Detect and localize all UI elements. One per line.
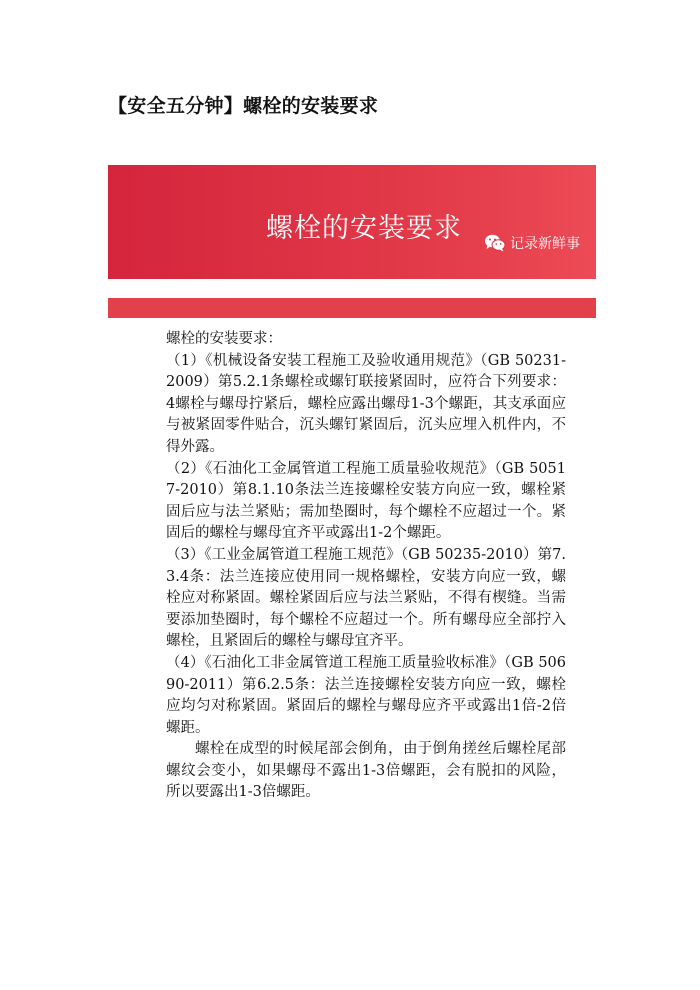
article-body [166, 329, 566, 804]
article-paragraph-1: （1）《机械设备安装工程施工及验收通用规范》（GB 50231-2009）第5.2.1条螺栓或螺钉联接紧固时，应符合下列要求：4螺栓与螺母拧紧后，螺栓应露出螺母1-3个螺距，其支承面应与被紧固零件贴合，沉头螺钉紧固后，沉头应埋入机件内，不得外露。 [166, 352, 566, 455]
article-paragraph-3: （3）《工业金属管道工程施工规范》（GB 50235-2010）第7.3.4条：法兰连接应使用同一规格螺栓，安装方向应一致，螺栓应对称紧固。螺栓紧固后应与法兰紧贴，不得有楔缝。当需要添加垫圈时，每个螺栓不应超过一个。所有螺母应全部拧入螺栓，且紧固后的螺栓与螺母宜齐平。 [166, 546, 566, 650]
article-paragraph-2: （2）《石油化工金属管道工程施工质量验收规范》（GB 50517-2010）第8.1.10条法兰连接螺栓安装方向应一致，螺栓紧固后应与法兰紧贴；需加垫圈时，每个螺栓不应超过一个。紧固后的螺栓与螺母宜齐平或露出1-2个螺距。 [166, 460, 566, 542]
article-paragraph-4: （4）《石油化工非金属管道工程施工质量验收标准》（GB 50690-2011）第6.2.5条：法兰连接螺栓安装方向应一致，螺栓应均匀对称紧固。紧固后的螺栓与螺母应齐平或露出1倍-2倍螺距。 [166, 654, 566, 736]
wechat-icon [484, 234, 506, 252]
header-banner [108, 165, 596, 279]
banner-stripe [108, 298, 596, 318]
brand-name: 记录新鲜事 [510, 236, 580, 252]
article-closing: 螺栓在成型的时候尾部会倒角，由于倒角搓丝后螺栓尾部螺纹会变小，如果螺母不露出1-3倍螺距，会有脱扣的风险，所以要露出1-3倍螺距。 [166, 741, 566, 801]
banner-title: 螺栓的安装要求 [266, 213, 462, 244]
article-heading: 螺栓的安装要求： [166, 331, 282, 347]
brand-watermark [484, 233, 580, 253]
page-title: 【安全五分钟】螺栓的安装要求 [108, 95, 379, 117]
